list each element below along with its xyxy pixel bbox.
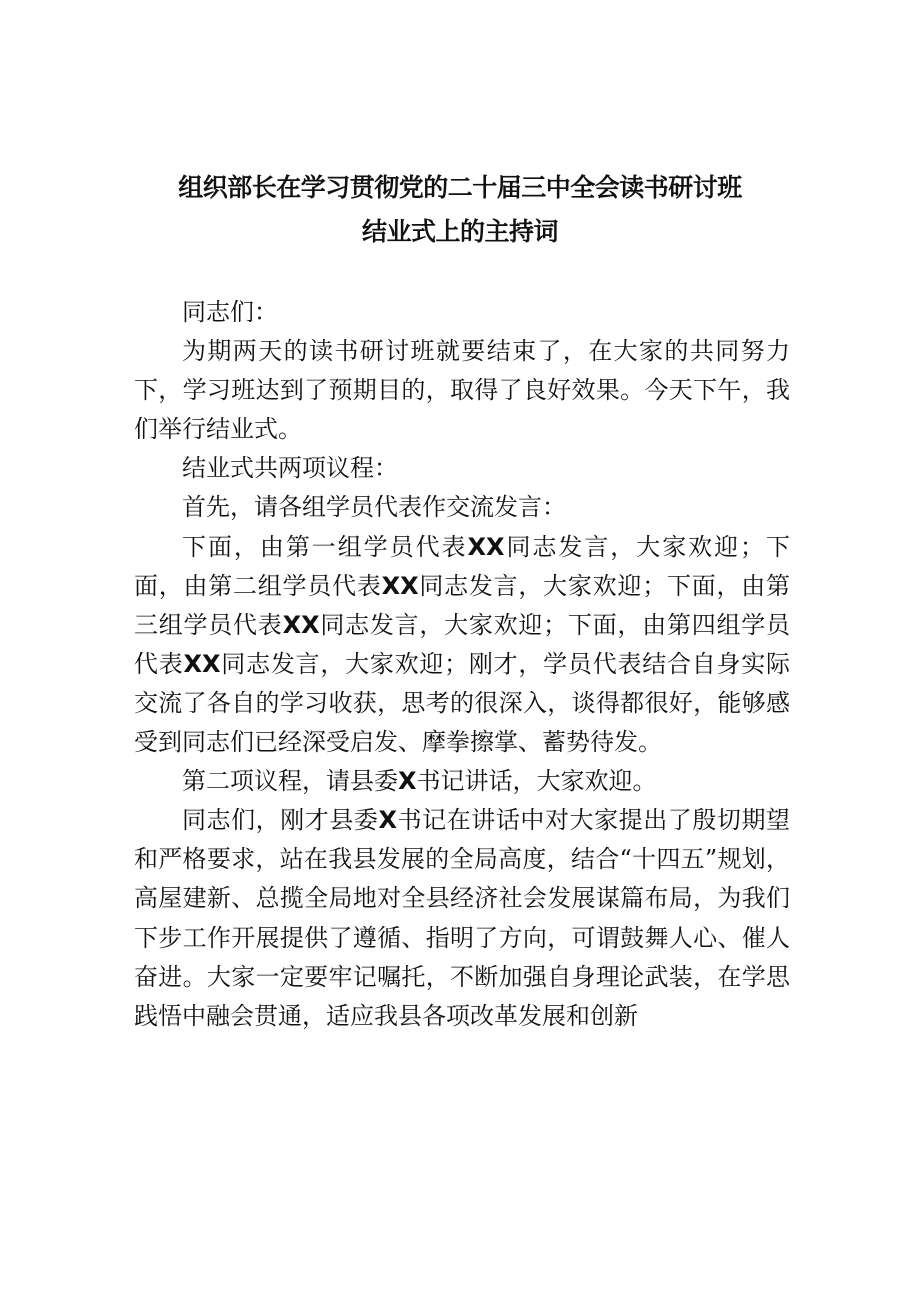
paragraph-5: [134, 762, 790, 801]
text-run: 同志发言，大家欢迎；下面，由第三组学员代表: [134, 571, 790, 639]
text-run: 书记在讲话中对大家提出了殷切期望和严格要求，站在我县发展的全局高度，结合“十四五”规划，高屋建新、总揽全局地对全县经济社会发展谋篇布局，为我们下步工作开展提供了遵循、指明了方向，可谓鼓舞人心、催人奋进。大家一定要牢记嘱托，不断加强自身理论武装，在学思践悟中融会贯通，适应我县各项改革发展和创新: [134, 806, 791, 1030]
placeholder-name: XX: [183, 649, 221, 678]
placeholder-name: X: [398, 767, 417, 796]
paragraph-3: 首先，请各组学员代表作交流发言：: [182, 493, 566, 522]
text-run: 同志发言，大家欢迎；下面，由第四组学员代表: [134, 610, 791, 678]
document-title-line-1: 组织部长在学习贯彻党的二十届三中全会读书研讨班: [178, 173, 742, 202]
placeholder-name: XX: [381, 571, 419, 600]
document-body: [134, 293, 790, 1036]
text-run: 下面，由第一组学员代表: [182, 532, 468, 561]
paragraph-4: [134, 528, 790, 763]
text-run: 同志们，刚才县委: [182, 806, 379, 835]
paragraph-2: 结业式共两项议程：: [182, 454, 398, 483]
paragraph-6: [134, 801, 790, 1036]
salutation: 同志们：: [182, 298, 278, 326]
placeholder-name: XX: [282, 610, 320, 639]
placeholder-name: X: [378, 806, 398, 835]
text-run: 书记讲话，大家欢迎。: [416, 767, 657, 796]
text-run: 同志发言，大家欢迎；下面，由第二组学员代表: [134, 532, 791, 600]
text-run: 第二项议程，请县委: [182, 767, 398, 796]
paragraph-1: 为期两天的读书研讨班就要结束了，在大家的共同努力下，学习班达到了预期目的，取得了良好效果。今天下午，我们举行结业式。: [134, 337, 790, 444]
placeholder-name: XX: [467, 532, 505, 561]
document-title-line-2: 结业式上的主持词: [361, 217, 558, 246]
text-run: 同志发言，大家欢迎；刚才，学员代表结合自身实际交流了各自的学习收获，思考的很深入，谈得都很好，能够感受到同志们已经深受启发、摩拳擦掌、蓄势待发。: [134, 649, 791, 757]
